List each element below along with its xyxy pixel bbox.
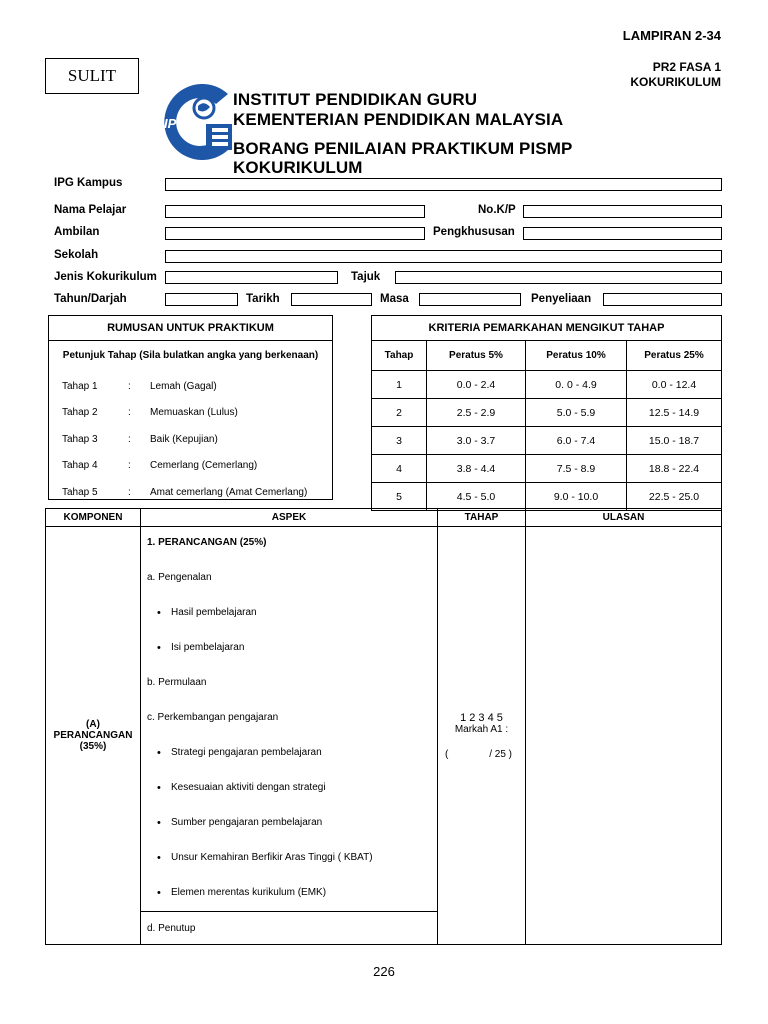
masa-field[interactable]: [419, 293, 521, 306]
item-b: b. Permulaan: [147, 677, 207, 688]
ipg-kampus-label: IPG Kampus: [54, 177, 123, 189]
bullet-item: • Elemen merentas kurikulum (EMK): [155, 887, 437, 907]
rumusan-box: [48, 315, 333, 500]
kriteria-cell: 0. 0 - 4.9: [526, 371, 627, 399]
rumusan-level: Tahap 1: [62, 380, 98, 392]
no-kp-field[interactable]: [523, 205, 722, 218]
pengkhususan-label: Pengkhususan: [433, 226, 515, 238]
bullet-item: • Hasil pembelajaran: [155, 607, 437, 642]
penyeliaan-field[interactable]: [603, 293, 722, 306]
jenis-kokurikulum-label: Jenis Kokurikulum: [54, 271, 157, 283]
institute-line-1: INSTITUT PENDIDIKAN GURU: [233, 90, 478, 109]
logo-text: IPG: [164, 116, 187, 131]
section-title: 1. PERANCANGAN (25%): [147, 537, 267, 548]
rumusan-desc: Baik (Kepujian): [150, 433, 218, 445]
kriteria-cell: 4.5 - 5.0: [427, 483, 526, 511]
kriteria-header: Peratus 25%: [627, 341, 722, 371]
tahap-header: TAHAP: [438, 509, 526, 527]
kriteria-cell: 15.0 - 18.7: [627, 427, 722, 455]
kriteria-cell: 5.0 - 5.9: [526, 399, 627, 427]
form-code: [630, 60, 721, 90]
ulasan-cell[interactable]: [526, 527, 722, 945]
no-kp-label: No.K/P: [478, 204, 516, 216]
kriteria-header: Tahap: [372, 341, 427, 371]
kriteria-cell: 1: [372, 371, 427, 399]
kriteria-row: [372, 483, 722, 511]
komponen-label: PERANCANGAN: [53, 730, 133, 741]
kriteria-row: [372, 427, 722, 455]
item-d: d. Penutup: [141, 912, 438, 945]
bullet-item: • Sumber pengajaran pembelajaran: [155, 817, 437, 852]
rumusan-row: [61, 373, 308, 400]
kriteria-cell: 3: [372, 427, 427, 455]
rumusan-row: [61, 479, 308, 506]
aspek-header: ASPEK: [141, 509, 438, 527]
rumusan-row: [61, 453, 308, 480]
tahun-darjah-label: Tahun/Darjah: [54, 293, 127, 305]
bullet-item: • Kesesuaian aktiviti dengan strategi: [155, 782, 437, 817]
markah-field[interactable]: [439, 749, 524, 760]
kriteria-cell: 6.0 - 7.4: [526, 427, 627, 455]
kriteria-cell: 12.5 - 14.9: [627, 399, 722, 427]
komponen-label: (A): [86, 719, 100, 730]
rumusan-title: RUMUSAN UNTUK PRAKTIKUM: [49, 316, 332, 341]
bullet-item: • Strategi pengajaran pembelajaran: [155, 747, 437, 782]
kriteria-cell: 9.0 - 10.0: [526, 483, 627, 511]
komponen-table: [45, 508, 722, 945]
rumusan-row: [61, 426, 308, 453]
jenis-kokurikulum-field[interactable]: [165, 271, 338, 284]
ambilan-label: Ambilan: [54, 226, 100, 238]
bullet-item: • Unsur Kemahiran Berfikir Aras Tinggi ( KBAT): [155, 852, 437, 887]
tahap-scale[interactable]: 1 2 3 4 5: [460, 711, 503, 724]
tarikh-label: Tarikh: [246, 293, 280, 305]
rumusan-desc: Memuaskan (Lulus): [150, 407, 238, 419]
form-title-line-2: KOKURIKULUM: [233, 158, 363, 177]
lampiran-label: LAMPIRAN 2-34: [622, 28, 721, 43]
tahap-cell[interactable]: [438, 527, 526, 945]
rumusan-sep: :: [128, 407, 131, 419]
komponen-header: KOMPONEN: [46, 509, 141, 527]
kriteria-row: [372, 399, 722, 427]
institute-line-2: KEMENTERIAN PENDIDIKAN MALAYSIA: [233, 110, 564, 129]
rumusan-level: Tahap 5: [62, 486, 98, 498]
komponen-cell: [46, 527, 141, 945]
kriteria-row: [372, 371, 722, 399]
rumusan-sep: :: [128, 380, 131, 392]
kriteria-row: [372, 455, 722, 483]
rumusan-table: [61, 373, 308, 506]
rumusan-sep: :: [128, 486, 131, 498]
sekolah-label: Sekolah: [54, 249, 99, 261]
nama-pelajar-label: Nama Pelajar: [54, 204, 127, 216]
kriteria-header: Peratus 5%: [427, 341, 526, 371]
kriteria-title: KRITERIA PEMARKAHAN MENGIKUT TAHAP: [371, 315, 722, 340]
rumusan-level: Tahap 2: [62, 407, 98, 419]
form-code-line: PR2 FASA 1: [652, 60, 721, 74]
penyeliaan-label: Penyeliaan: [531, 293, 592, 305]
kriteria-cell: 2.5 - 2.9: [427, 399, 526, 427]
rumusan-desc: Amat cemerlang (Amat Cemerlang): [150, 486, 308, 498]
rumusan-sep: :: [128, 433, 131, 445]
form-title-line-1: BORANG PENILAIAN PRAKTIKUM PISMP: [233, 139, 573, 158]
item-a: a. Pengenalan: [147, 572, 212, 583]
sulit-stamp: SULIT: [45, 58, 139, 94]
rumusan-row: [61, 400, 308, 427]
rumusan-desc: Cemerlang (Cemerlang): [150, 460, 258, 472]
markah-label: Markah A1 :: [454, 723, 509, 735]
rumusan-level: Tahap 4: [62, 460, 98, 472]
tajuk-field[interactable]: [395, 271, 722, 284]
kriteria-cell: 7.5 - 8.9: [526, 455, 627, 483]
kriteria-cell: 0.0 - 2.4: [427, 371, 526, 399]
markah-close: / 25 ): [489, 748, 512, 760]
tahun-darjah-field[interactable]: [165, 293, 238, 306]
kriteria-cell: 3.0 - 3.7: [427, 427, 526, 455]
ipg-logo-icon: [158, 80, 234, 164]
ipg-kampus-field[interactable]: [165, 178, 722, 191]
item-c: c. Perkembangan pengajaran: [147, 712, 279, 723]
masa-label: Masa: [380, 293, 409, 305]
ulasan-header: ULASAN: [526, 509, 722, 527]
aspek-cell: [141, 527, 438, 912]
pengkhususan-field[interactable]: [523, 227, 722, 240]
tarikh-field[interactable]: [291, 293, 372, 306]
kriteria-cell: 18.8 - 22.4: [627, 455, 722, 483]
tajuk-label: Tajuk: [351, 271, 381, 283]
kriteria-header: Peratus 10%: [526, 341, 627, 371]
kriteria-cell: 22.5 - 25.0: [627, 483, 722, 511]
nama-pelajar-field[interactable]: [165, 205, 425, 218]
bullet-item: • Isi pembelajaran: [155, 642, 437, 677]
ambilan-field[interactable]: [165, 227, 425, 240]
markah-open: (: [445, 748, 449, 760]
rumusan-sep: :: [128, 460, 131, 472]
komponen-label: (35%): [79, 741, 107, 752]
rumusan-level: Tahap 3: [62, 433, 98, 445]
kriteria-table: [371, 340, 722, 511]
rumusan-instruction: Petunjuk Tahap (Sila bulatkan angka yang berkenaan): [62, 350, 319, 361]
kriteria-cell: 4: [372, 455, 427, 483]
rumusan-desc: Lemah (Gagal): [150, 380, 217, 392]
kriteria-cell: 3.8 - 4.4: [427, 455, 526, 483]
kriteria-cell: 5: [372, 483, 427, 511]
form-type-line: KOKURIKULUM: [630, 75, 721, 89]
kriteria-cell: 0.0 - 12.4: [627, 371, 722, 399]
page-number: 226: [373, 964, 395, 979]
sekolah-field[interactable]: [165, 250, 722, 263]
kriteria-cell: 2: [372, 399, 427, 427]
